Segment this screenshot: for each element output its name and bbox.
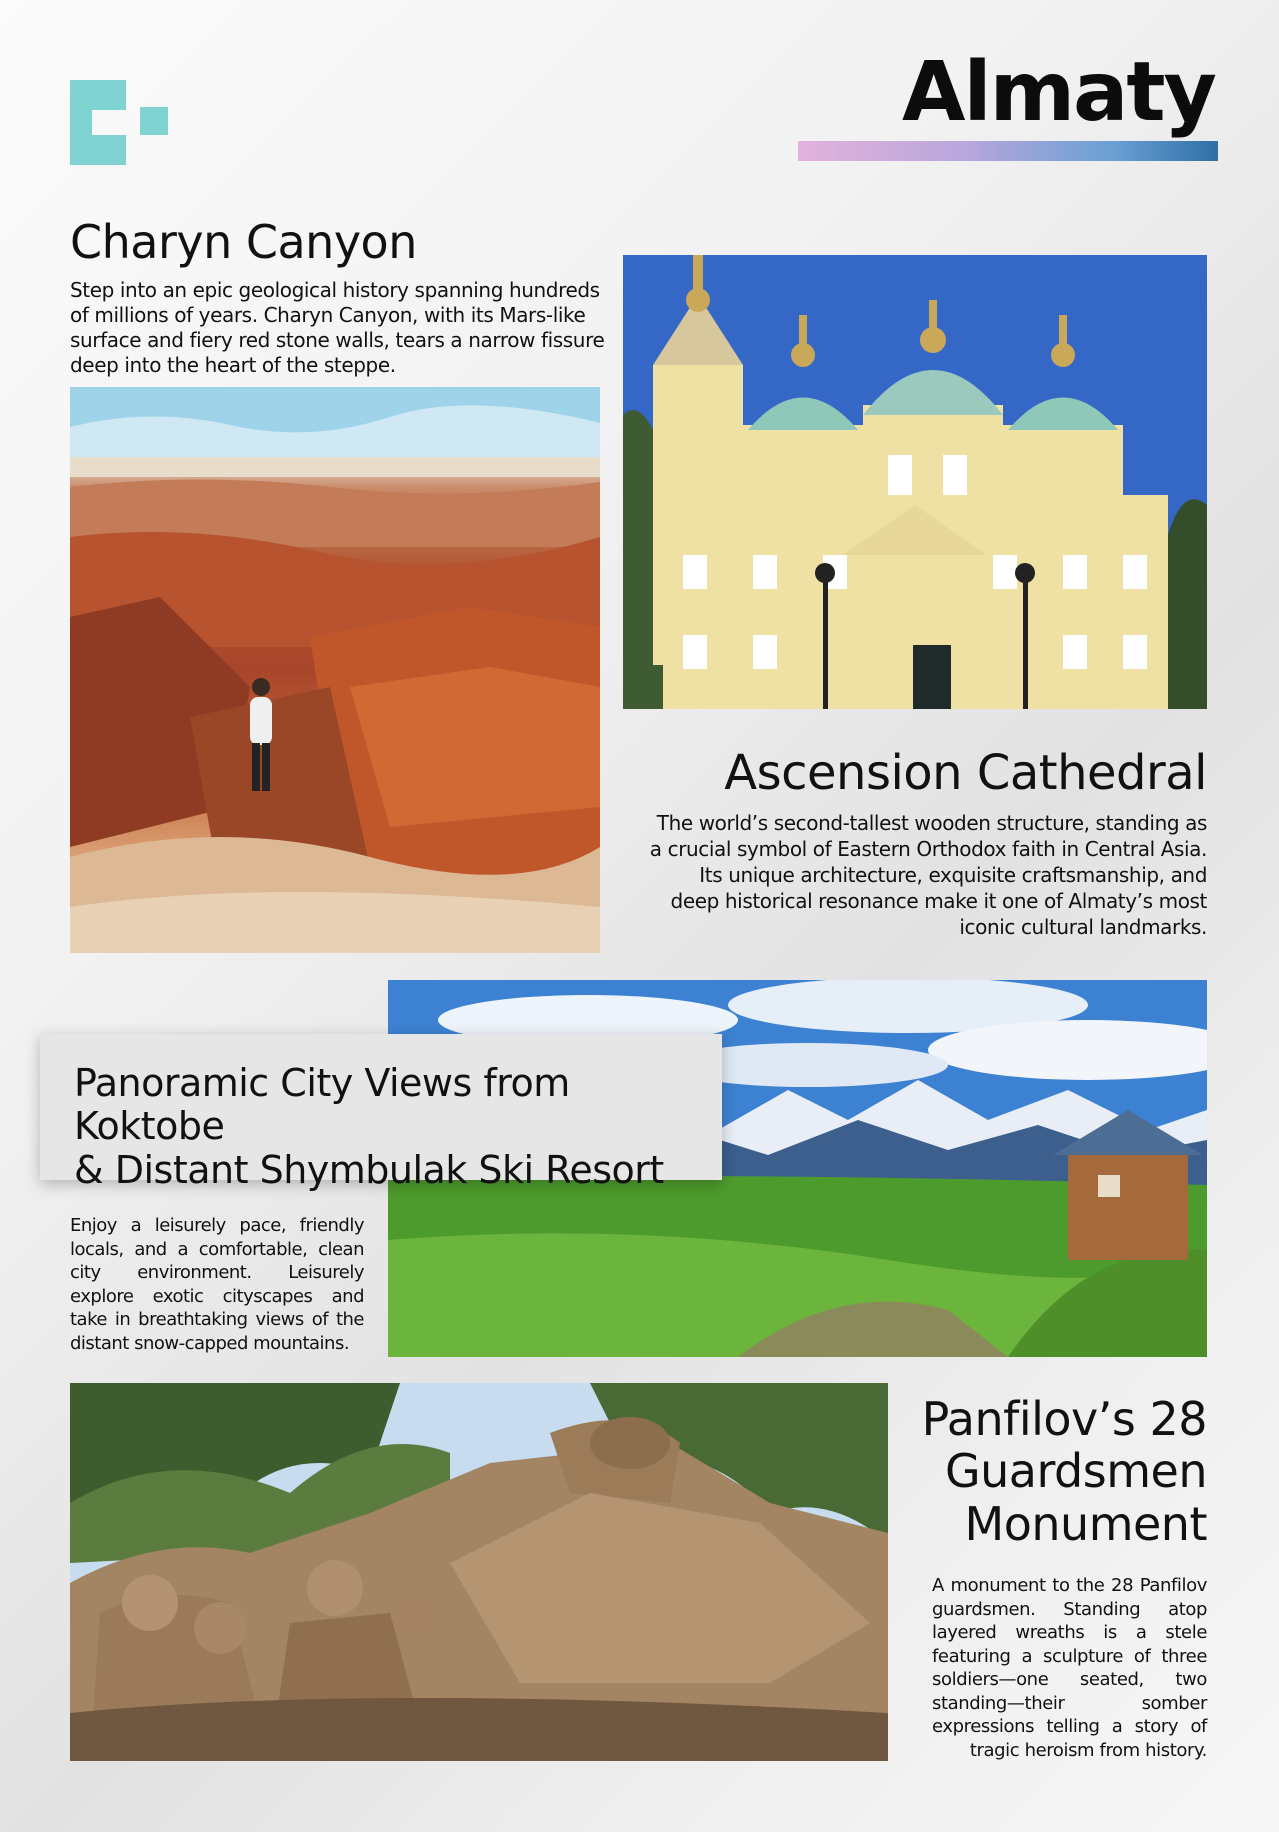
koktobe-title — [74, 1062, 722, 1192]
charyn-canyon-text: Step into an epic geological history spanning hundreds of millions of years. Charyn Canyon, with its Mars-like surface and fiery red stone walls, tears a narrow fissure deep into the heart of the steppe. — [70, 278, 605, 377]
koktobe-title-line-1: Panoramic City Views from Koktobe — [74, 1061, 570, 1149]
koktobe-title-line-2: & Distant Shymbulak Ski Resort — [74, 1147, 664, 1192]
koktobe-text: Enjoy a leisurely pace, friendly locals, and a comfortable, clean city environment. Leisurely explore exotic cityscapes and take in breathtaking views of the distant snow-capped mountains. — [70, 1215, 364, 1354]
ascension-cathedral-photo — [623, 255, 1207, 709]
panfilov-title-line-1: Panfilov’s 28 — [921, 1392, 1207, 1446]
panfilov-monument-title — [887, 1393, 1207, 1550]
logo-block-small — [140, 107, 168, 135]
page-title: Almaty — [902, 45, 1215, 140]
panfilov-title-line-3: Monument — [964, 1496, 1207, 1551]
ascension-cathedral-title: Ascension Cathedral — [724, 745, 1207, 801]
ascension-cathedral-text: The world’s second-tallest wooden structure, standing as a crucial symbol of Eastern Orthodox faith in Central Asia. Its unique architecture, exquisite craftsmanship, and deep historical resonance make it one of Almaty’s most iconic cultural landmarks. — [649, 811, 1207, 939]
panfilov-title-line-2: Guardsmen — [944, 1444, 1207, 1499]
charyn-canyon-photo — [70, 387, 600, 953]
title-underline-bar — [798, 141, 1218, 161]
koktobe-title-card — [40, 1034, 722, 1192]
logo-notch — [92, 110, 126, 135]
charyn-canyon-title: Charyn Canyon — [70, 215, 417, 269]
panfilov-monument-photo — [70, 1383, 888, 1761]
panfilov-monument-text: A monument to the 28 Panfilov guardsmen. Standing atop layered wreaths is a stele featuring a sculpture of three soldiers—one seated, two standing—their somber expressions telling a story of tragic heroism from history. — [932, 1575, 1207, 1761]
brand-logo — [70, 80, 170, 165]
